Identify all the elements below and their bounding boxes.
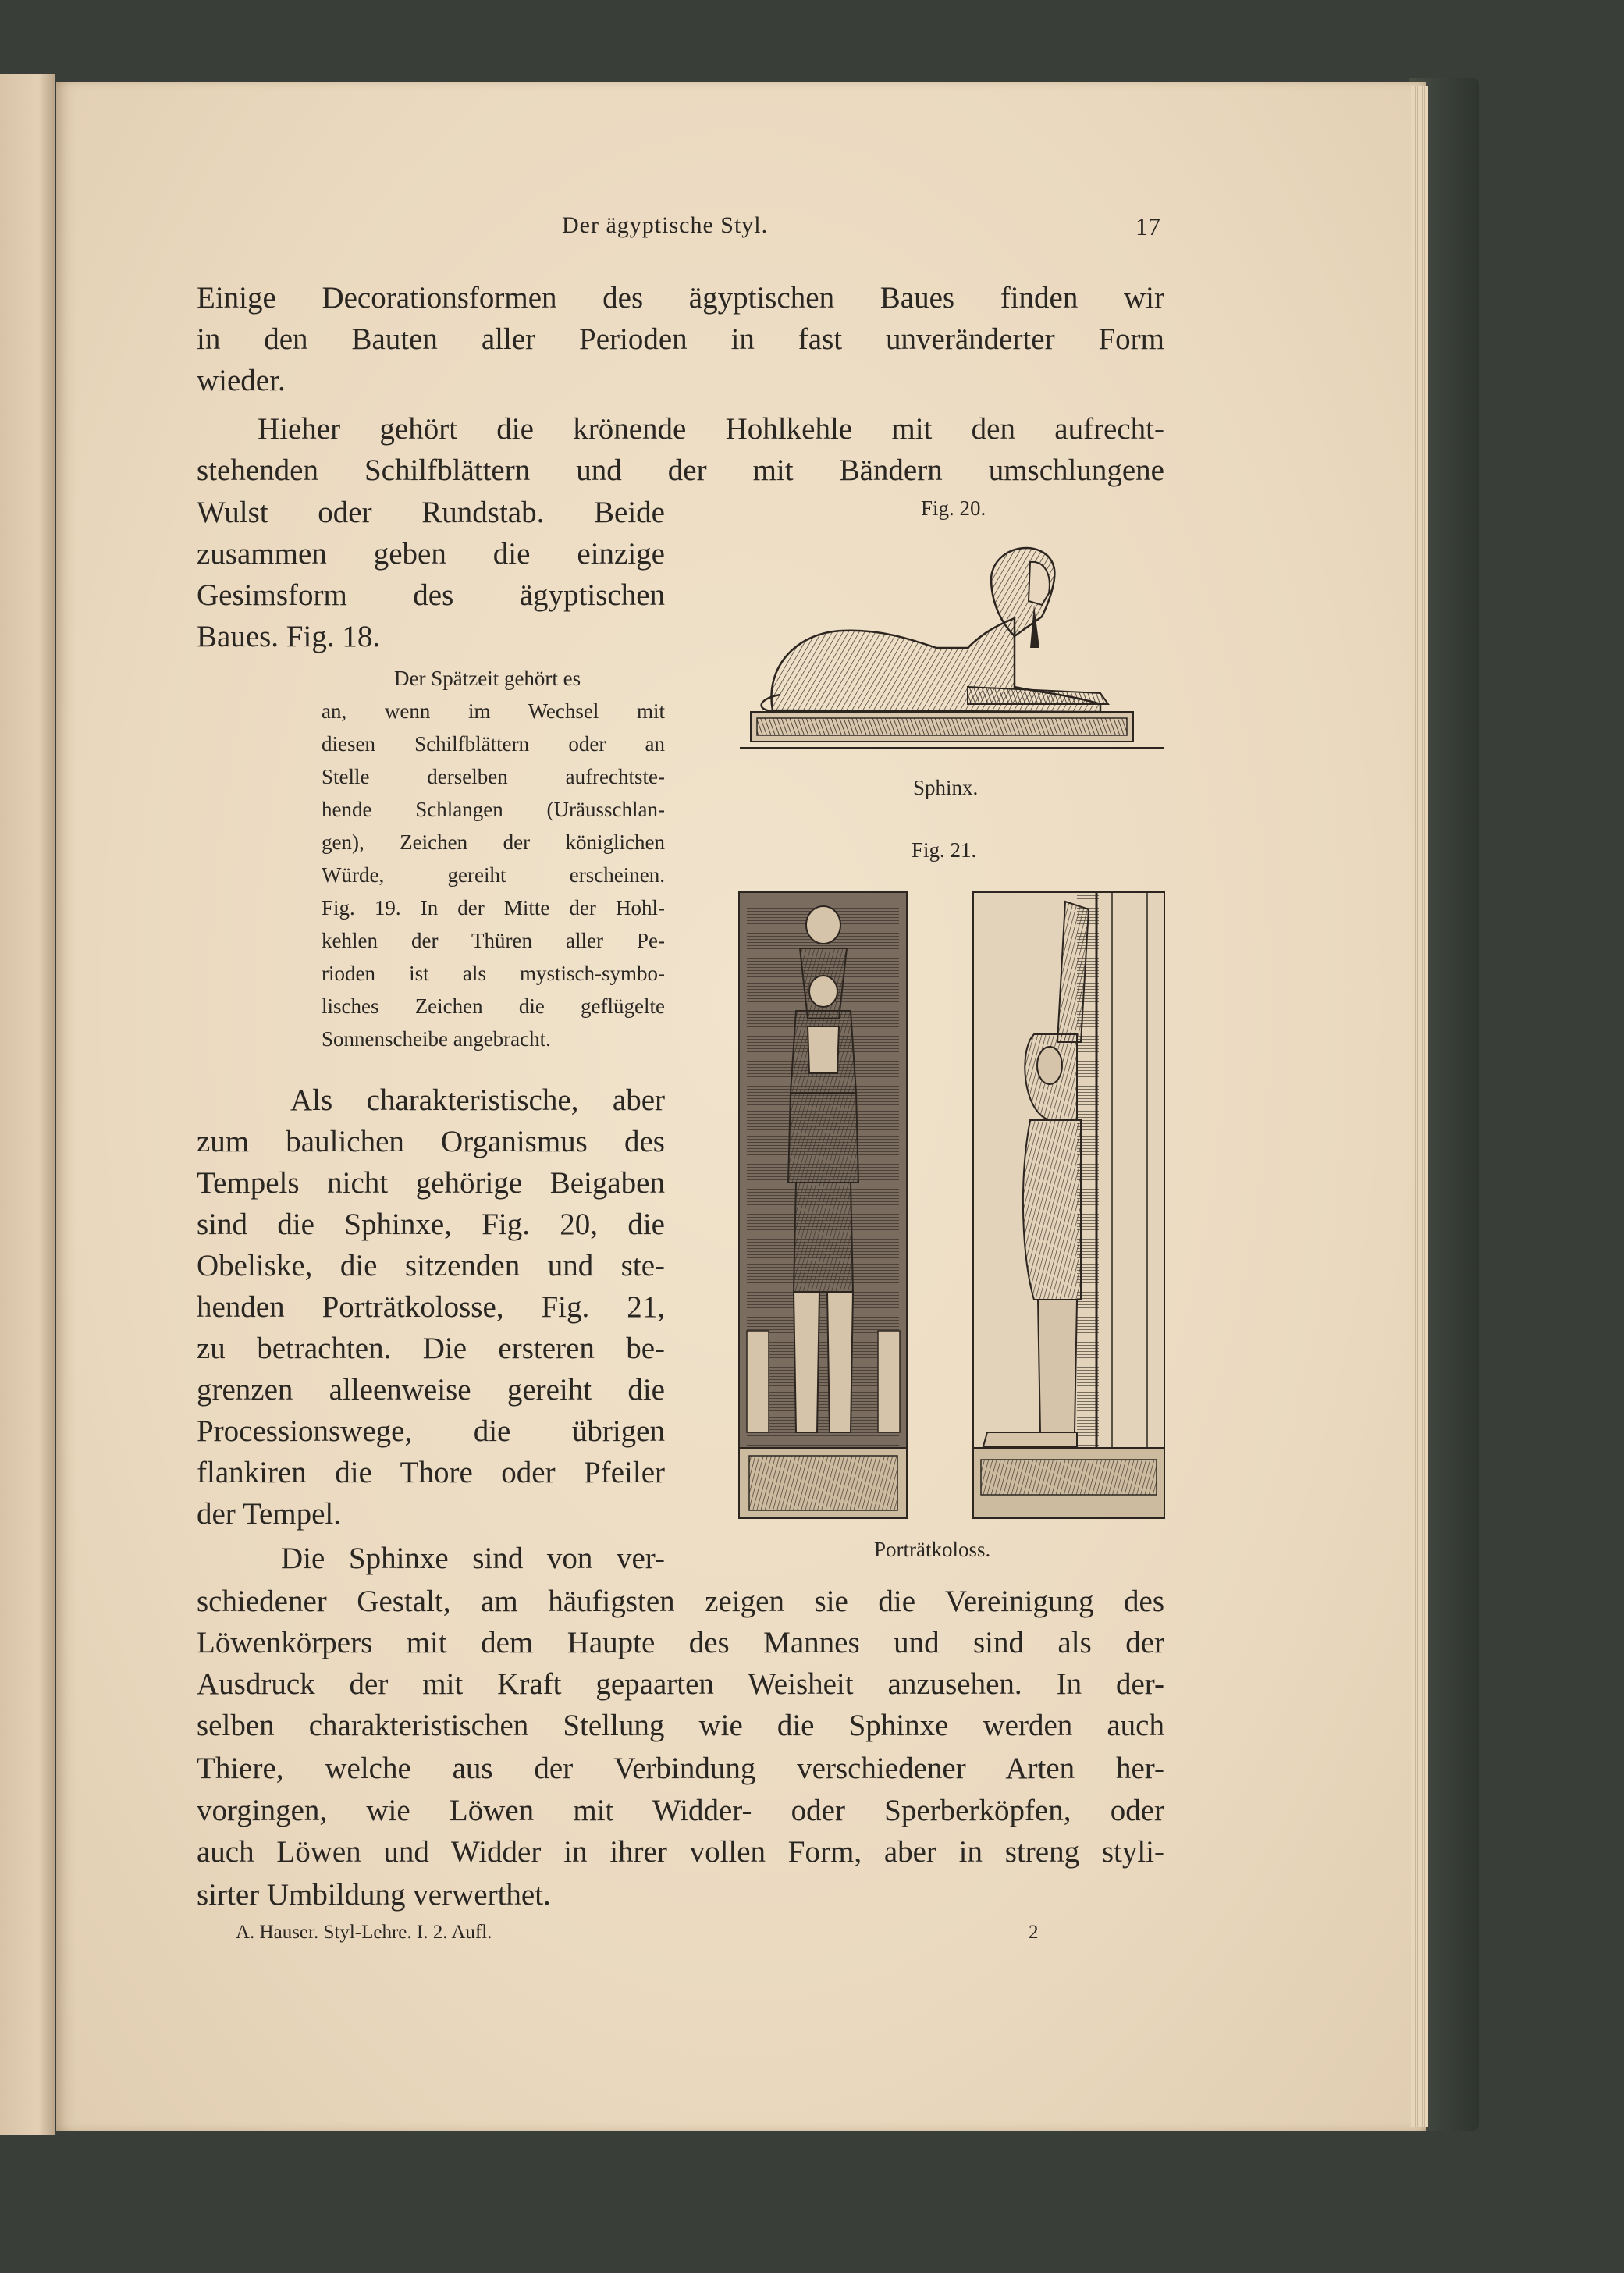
portrait-colossus-illustration <box>722 886 1171 1522</box>
text-line: henden Porträtkolosse, Fig. 21, <box>197 1290 665 1324</box>
text-line: sind die Sphinxe, Fig. 20, die <box>197 1208 665 1241</box>
text-line: zum baulichen Organismus des <box>197 1125 665 1158</box>
text-line: Gesimsform des ägyptischen <box>197 578 665 612</box>
small-print-line: an, wenn im Wechsel mit <box>322 699 665 723</box>
facing-page-edge <box>0 74 55 2135</box>
text-line: sirter Umbildung verwerthet. <box>197 1878 551 1912</box>
text-line: zu betrachten. Die ersteren be- <box>197 1332 665 1365</box>
running-header-title: Der ägyptische Styl. <box>562 212 769 238</box>
small-print-line: Würde, gereiht erscheinen. <box>322 863 665 887</box>
signature-line: A. Hauser. Styl-Lehre. I. 2. Aufl. <box>236 1922 492 1943</box>
text-line: zusammen geben die einzige <box>197 537 665 571</box>
text-line: in den Bauten aller Perioden in fast unveränderter Form <box>197 322 1164 356</box>
small-print-line: Fig. 19. In der Mitte der Hohl- <box>322 896 665 920</box>
page-block-edges <box>1411 86 1428 2127</box>
small-print-line: Stelle derselben aufrechtste- <box>322 765 665 788</box>
small-print-line: Sonnenscheibe angebracht. <box>322 1027 551 1051</box>
page-number: 17 <box>1135 212 1160 240</box>
text-line: Tempels nicht gehörige Beigaben <box>197 1166 665 1200</box>
text-line: stehenden Schilfblättern und der mit Bändern umschlungene <box>197 454 1164 487</box>
text-line: Obeliske, die sitzenden und ste- <box>197 1249 665 1282</box>
figure-caption: Sphinx. <box>913 776 979 799</box>
small-print-line: Der Spätzeit gehört es <box>394 667 581 690</box>
text-line: Processionswege, die übrigen <box>197 1414 665 1448</box>
text-line: Hieher gehört die krönende Hohlkehle mit den aufrecht- <box>258 412 1164 446</box>
text-line: der Tempel. <box>197 1497 341 1531</box>
text-line: auch Löwen und Widder in ihrer vollen Form, aber in streng styli- <box>197 1835 1164 1869</box>
text-line: schiedener Gestalt, am häufigsten zeigen sie die Vereinigung des <box>197 1585 1164 1618</box>
text-line: Einige Decorationsformen des ägyptischen Baues finden wir <box>197 281 1164 315</box>
sheet-signature: 2 <box>1029 1922 1039 1943</box>
text-line: Wulst oder Rundstab. Beide <box>197 496 665 529</box>
small-print-line: gen), Zeichen der königlichen <box>322 831 665 854</box>
text-line: vorgingen, wie Löwen mit Widder- oder Sperberköpfen, oder <box>197 1794 1164 1827</box>
figure-label: Fig. 20. <box>921 496 986 520</box>
sphinx-illustration <box>734 531 1171 749</box>
text-line: Löwenkörpers mit dem Haupte des Mannes und sind als der <box>197 1626 1164 1659</box>
small-print-line: diesen Schilfblättern oder an <box>322 732 665 756</box>
small-print-line: kehlen der Thüren aller Pe- <box>322 929 665 952</box>
small-print-line: rioden ist als mystisch-symbo- <box>322 962 665 985</box>
text-line: flankiren die Thore oder Pfeiler <box>197 1456 665 1489</box>
small-print-line: lisches Zeichen die geflügelte <box>322 994 665 1018</box>
text-line: Als charakteristische, aber <box>290 1083 665 1117</box>
text-line: Baues. Fig. 18. <box>197 620 381 653</box>
figure-label: Fig. 21. <box>912 838 977 862</box>
text-line: wieder. <box>197 364 286 397</box>
small-print-line: hende Schlangen (Uräusschlan- <box>322 798 665 821</box>
text-line: Ausdruck der mit Kraft gepaarten Weisheit anzusehen. In der- <box>197 1667 1164 1701</box>
text-line: Thiere, welche aus der Verbindung verschiedener Arten her- <box>197 1752 1164 1785</box>
text-line: selben charakteristischen Stellung wie die Sphinxe werden auch <box>197 1709 1164 1742</box>
figure-caption: Porträtkoloss. <box>874 1538 991 1561</box>
text-line: Die Sphinxe sind von ver- <box>281 1542 665 1575</box>
text-line: grenzen alleenweise gereiht die <box>197 1373 665 1407</box>
